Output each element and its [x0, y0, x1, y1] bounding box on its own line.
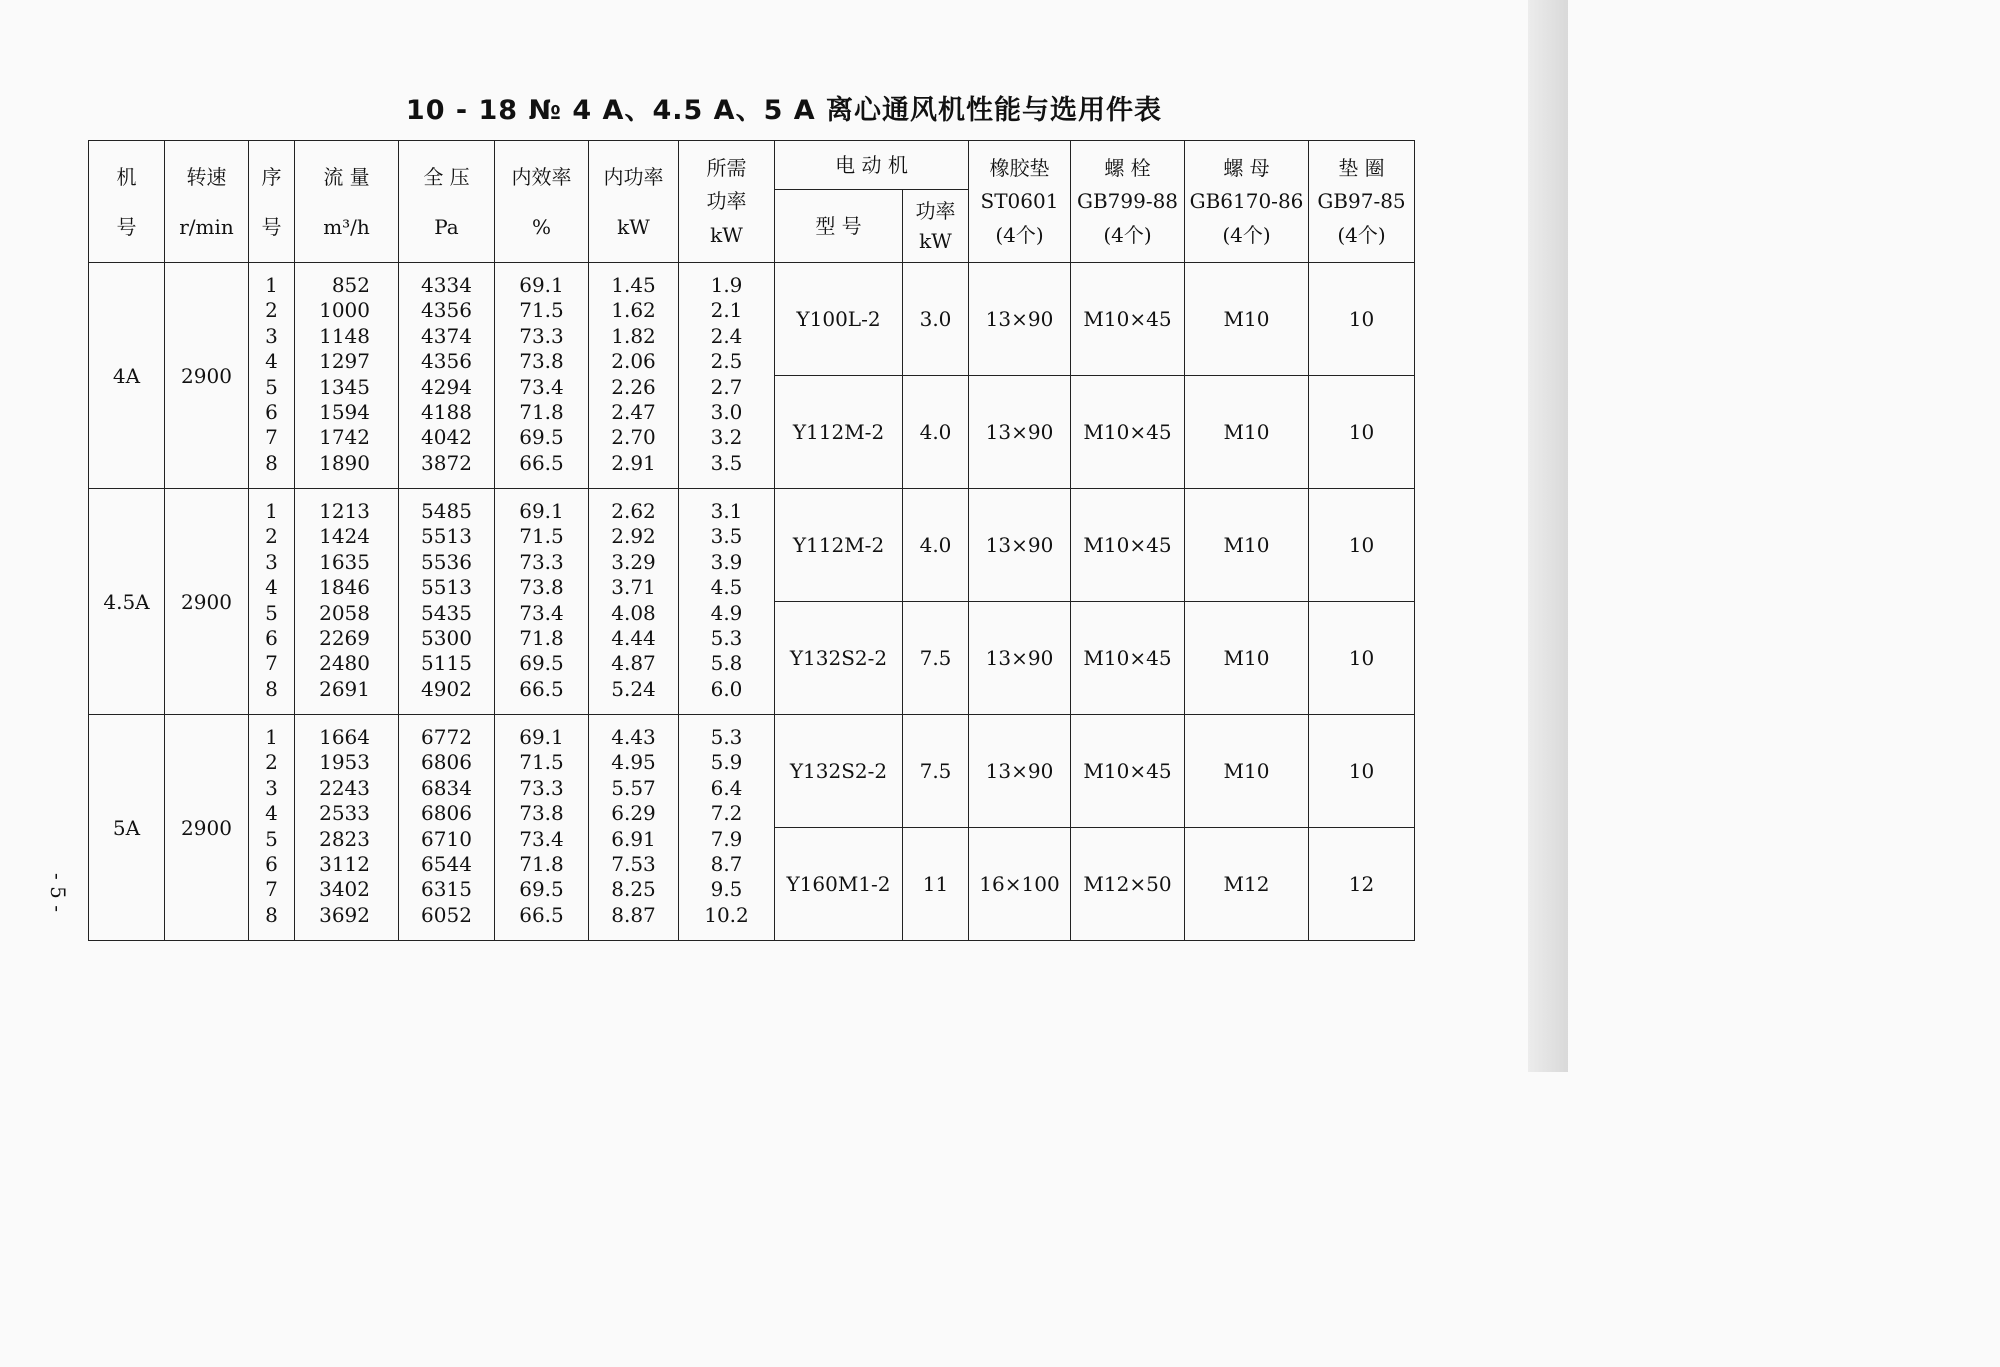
header-motor-power: 功率 kW: [903, 190, 969, 263]
header-efficiency: 内效率 %: [495, 141, 589, 263]
flow-column: 852 1000 1148 1297 1345 1594 1742 1890: [295, 263, 399, 489]
gasket-cell: 13×90: [969, 715, 1071, 828]
bolt-cell: M10×45: [1071, 715, 1185, 828]
motor-power-cell: 4.0: [903, 376, 969, 489]
motor-model-cell: Y112M-2: [775, 376, 903, 489]
nut-cell: M10: [1185, 715, 1309, 828]
motor-power-cell: 7.5: [903, 602, 969, 715]
bolt-cell: M10×45: [1071, 489, 1185, 602]
gasket-cell: 16×100: [969, 828, 1071, 941]
page-number: - 5 -: [46, 872, 70, 912]
header-bolt: 螺 栓 GB799-88 (4个): [1071, 141, 1185, 263]
nut-cell: M12: [1185, 828, 1309, 941]
bolt-cell: M10×45: [1071, 263, 1185, 376]
efficiency-column: 69.1 71.5 73.3 73.8 73.4 71.8 69.5 66.5: [495, 715, 589, 941]
header-seq: 序 号: [249, 141, 295, 263]
motor-model-cell: Y112M-2: [775, 489, 903, 602]
bolt-cell: M12×50: [1071, 828, 1185, 941]
required-power-column: 3.1 3.5 3.9 4.5 4.9 5.3 5.8 6.0: [679, 489, 775, 715]
group-4-5a-row-a: [89, 489, 1415, 602]
washer-cell: 10: [1309, 715, 1415, 828]
speed-cell: 2900: [165, 263, 249, 489]
header-nut: 螺 母 GB6170-86 (4个): [1185, 141, 1309, 263]
seq-column: 1 2 3 4 5 6 7 8: [249, 715, 295, 941]
nut-cell: M10: [1185, 489, 1309, 602]
machine-no-cell: 5A: [89, 715, 165, 941]
machine-no-cell: 4A: [89, 263, 165, 489]
header-pressure: 全 压 Pa: [399, 141, 495, 263]
header-required-power: 所需 功率 kW: [679, 141, 775, 263]
seq-column: 1 2 3 4 5 6 7 8: [249, 489, 295, 715]
gasket-cell: 13×90: [969, 602, 1071, 715]
speed-cell: 2900: [165, 489, 249, 715]
header-machine-no: 机 号: [89, 141, 165, 263]
required-power-column: 5.3 5.9 6.4 7.2 7.9 8.7 9.5 10.2: [679, 715, 775, 941]
header-row-1: [89, 141, 1415, 190]
header-washer: 垫 圈 GB97-85 (4个): [1309, 141, 1415, 263]
group-4a-row-a: [89, 263, 1415, 376]
washer-cell: 10: [1309, 376, 1415, 489]
page-title: 10 - 18 № 4 A、4.5 A、5 A 离心通风机性能与选用件表: [405, 95, 1163, 126]
flow-column: 1664 1953 2243 2533 2823 3112 3402 3692: [295, 715, 399, 941]
washer-cell: 10: [1309, 602, 1415, 715]
gasket-cell: 13×90: [969, 489, 1071, 602]
machine-no-cell: 4.5A: [89, 489, 165, 715]
required-power-column: 1.9 2.1 2.4 2.5 2.7 3.0 3.2 3.5: [679, 263, 775, 489]
efficiency-column: 69.1 71.5 73.3 73.8 73.4 71.8 69.5 66.5: [495, 489, 589, 715]
seq-column: 1 2 3 4 5 6 7 8: [249, 263, 295, 489]
flow-column: 1213 1424 1635 1846 2058 2269 2480 2691: [295, 489, 399, 715]
motor-power-cell: 3.0: [903, 263, 969, 376]
header-power: 内功率 kW: [589, 141, 679, 263]
nut-cell: M10: [1185, 602, 1309, 715]
nut-cell: M10: [1185, 376, 1309, 489]
motor-model-cell: Y160M1-2: [775, 828, 903, 941]
scan-edge-shadow: [1528, 0, 1568, 1072]
power-column: 2.62 2.92 3.29 3.71 4.08 4.44 4.87 5.24: [589, 489, 679, 715]
bolt-cell: M10×45: [1071, 376, 1185, 489]
motor-power-cell: 11: [903, 828, 969, 941]
motor-power-cell: 7.5: [903, 715, 969, 828]
nut-cell: M10: [1185, 263, 1309, 376]
motor-power-cell: 4.0: [903, 489, 969, 602]
header-motor: 电 动 机: [775, 141, 969, 190]
header-flow: 流 量 m³/h: [295, 141, 399, 263]
motor-model-cell: Y132S2-2: [775, 602, 903, 715]
header-speed: 转速 r/min: [165, 141, 249, 263]
bolt-cell: M10×45: [1071, 602, 1185, 715]
fan-performance-table: [88, 140, 1415, 941]
gasket-cell: 13×90: [969, 263, 1071, 376]
washer-cell: 12: [1309, 828, 1415, 941]
motor-model-cell: Y100L-2: [775, 263, 903, 376]
group-5a-row-a: [89, 715, 1415, 828]
pressure-column: 5485 5513 5536 5513 5435 5300 5115 4902: [399, 489, 495, 715]
pressure-column: 4334 4356 4374 4356 4294 4188 4042 3872: [399, 263, 495, 489]
gasket-cell: 13×90: [969, 376, 1071, 489]
header-gasket: 橡胶垫 ST0601 (4个): [969, 141, 1071, 263]
power-column: 1.45 1.62 1.82 2.06 2.26 2.47 2.70 2.91: [589, 263, 679, 489]
motor-model-cell: Y132S2-2: [775, 715, 903, 828]
pressure-column: 6772 6806 6834 6806 6710 6544 6315 6052: [399, 715, 495, 941]
efficiency-column: 69.1 71.5 73.3 73.8 73.4 71.8 69.5 66.5: [495, 263, 589, 489]
speed-cell: 2900: [165, 715, 249, 941]
power-column: 4.43 4.95 5.57 6.29 6.91 7.53 8.25 8.87: [589, 715, 679, 941]
washer-cell: 10: [1309, 263, 1415, 376]
header-motor-model: 型 号: [775, 190, 903, 263]
washer-cell: 10: [1309, 489, 1415, 602]
